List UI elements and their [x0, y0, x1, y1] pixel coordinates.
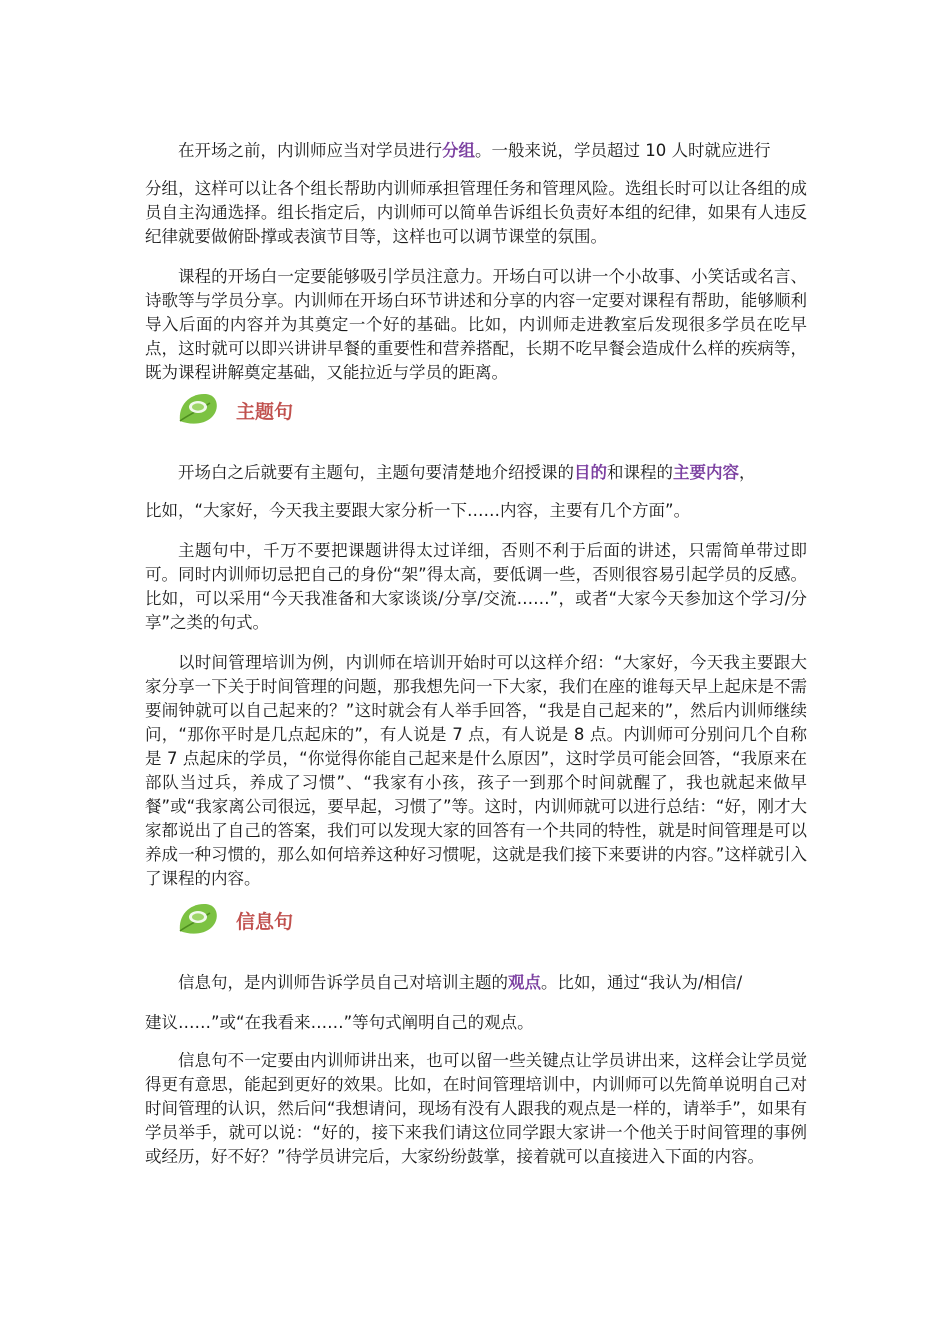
paragraph-info-example: 建议……”或“在我看来……”等句式阐明自己的观点。: [145, 1013, 534, 1032]
paragraph-grouping-body: 分组，这样可以让各个组长帮助内训师承担管理任务和管理风险。选组长时可以让各组的成员自主沟通选择。组长指定后，内训师可以简单告诉组长负责好本组的纪律，如果有人违反纪律就要做俯卧撑或表演节目等，这样也可以调节课堂的氛围。: [145, 179, 807, 246]
highlight-term-grouping: 分组: [442, 141, 475, 160]
paragraph-theme-tips: 主题句中，千万不要把课题讲得太过详细，否则不利于后面的讲述，只需简单带过即可。同时内训师切忌把自己的身份“架”得太高，要低调一些，否则很容易引起学员的反感。比如，可以采用“今天我准备和大家谈谈/分享/交流……”，或者“大家今天参加这个学习/分享”之类的句式。: [145, 541, 807, 632]
text-run: 开场白之后就要有主题句，主题句要清楚地介绍授课的: [178, 463, 574, 482]
text-run: ，: [739, 463, 756, 482]
paragraph-info-sentence: [145, 971, 807, 995]
text-run: 和课程的: [607, 463, 673, 482]
text-run: 。比如，通过“我认为/相信/: [541, 973, 743, 992]
text-run: 信息句，是内训师告诉学员自己对培训主题的: [178, 973, 508, 992]
leaf-icon: [176, 391, 220, 427]
leaf-icon: [176, 901, 220, 937]
section-title: 信息句: [236, 911, 294, 933]
highlight-term-main-content: 主要内容: [673, 463, 739, 482]
highlight-term-viewpoint: 观点: [508, 973, 541, 992]
text-run: 在开场之前，内训师应当对学员进行: [178, 141, 442, 160]
paragraph-theme-example: 比如，“大家好，今天我主要跟大家分析一下……内容，主要有几个方面”。: [145, 501, 691, 520]
section-title: 主题句: [236, 401, 294, 423]
paragraph-time-management-example: 以时间管理培训为例，内训师在培训开始时可以这样介绍：“大家好，今天我主要跟大家分享一下关于时间管理的问题，那我想先问一下大家，我们在座的谁每天早上起床是不需要闹钟就可以自己起来的？”这时就会有人举手回答，“我是自己起来的”，然后内训师继续问，“那你平时是几点起床的”，有人说是 7 点，有人说是 8 点。内训师可分别问几个自称是 7 点起床的学员，“你觉得你能自己起来是什么原因”，这时学员可能会回答，“我原来在部队当过兵，养成了习惯”、“我家有小孩，孩子一到那个时间就醒了，我也就起来做早餐”或“我家离公司很远，要早起，习惯了”等。这时，内训师就可以进行总结：“好，刚才大家都说出了自己的答案，我们可以发现大家的回答有一个共同的特性，就是时间管理是可以养成一种习惯的，那么如何培养这种好习惯呢，这就是我们接下来要讲的内容。”这样就引入了课程的内容。: [145, 653, 807, 888]
paragraph-opening-remarks: 课程的开场白一定要能够吸引学员注意力。开场白可以讲一个小故事、小笑话或名言、诗歌等与学员分享。内训师在开场白环节讲述和分享的内容一定要对课程有帮助，能够顺利导入后面的内容并为其奠定一个好的基础。比如，内训师走进教室后发现很多学员在吃早点，这时就可以即兴讲讲早餐的重要性和营养搭配，长期不吃早餐会造成什么样的疾病等，既为课程讲解奠定基础，又能拉近与学员的距离。: [145, 267, 807, 382]
highlight-term-purpose: 目的: [574, 463, 607, 482]
text-run: 。一般来说，学员超过 10 人时就应进行: [475, 141, 771, 160]
paragraph-info-participation: 信息句不一定要由内训师讲出来，也可以留一些关键点让学员讲出来，这样会让学员觉得更有意思，能起到更好的效果。比如，在时间管理培训中，内训师可以先简单说明自己对时间管理的认识，然后问“我想请问，现场有没有人跟我的观点是一样的，请举手”，如果有学员举手，就可以说：“好的，接下来我们请这位同学跟大家讲一个他关于时间管理的事例或经历，好不好？”待学员讲完后，大家纷纷鼓掌，接着就可以直接进入下面的内容。: [145, 1051, 807, 1166]
paragraph-theme-sentence: [145, 461, 807, 485]
paragraph-grouping-intro: [145, 139, 807, 163]
